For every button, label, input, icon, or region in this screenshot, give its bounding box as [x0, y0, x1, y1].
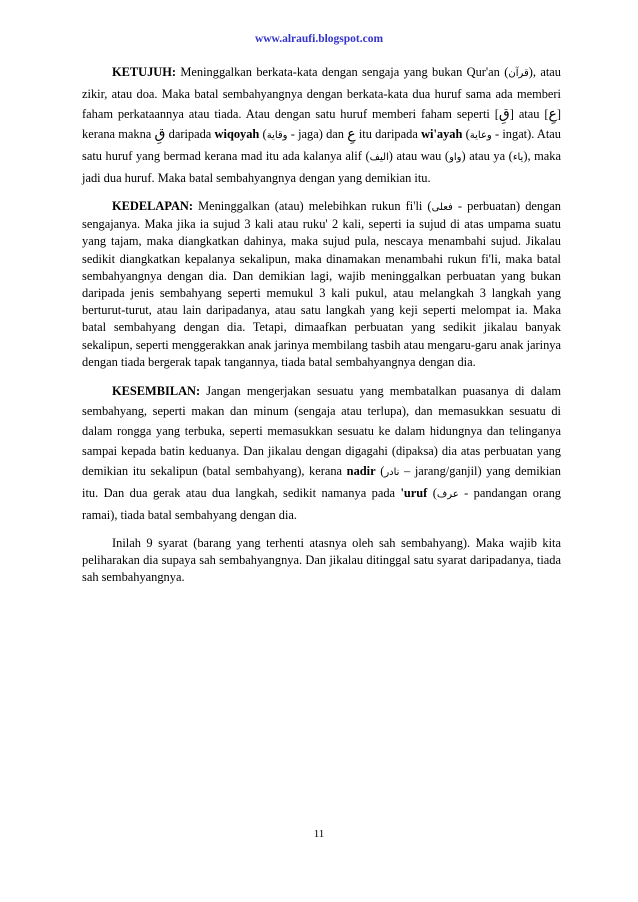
arabic-term: ياء — [512, 152, 524, 163]
page-header-url: www.alraufi.blogspot.com — [254, 33, 384, 45]
arabic-term: واو — [449, 152, 462, 163]
arabic-term: قرآن — [508, 68, 529, 79]
arabic-letter: عِ — [347, 126, 356, 142]
paragraph-kedelapan: KEDELAPAN: Meninggalkan (atau) melebihkan rukun fi'li (فعلى - perbuatan) dengan sengajanya. Maka jika ia sujud 3 kali atau ruku' 2 kali, seperti ia sujud di atas umpama suatu yang tajam, maka diangkatkan dahinya, maka sujud pula, nescaya menambahi sujud. Jikalau sedikit diangkatkan kepalanya sekalipun, maka dinamakan menambahi rukun fi'li, maka batal sembahyangnya dengan dia. Dan demikian lagi, wajib meninggalkan perbuatan yang bukan daripada jenis sembahyang seperti memukul 3 kali pukul, atau melangkah 3 langkah yang berturut-turut, atau lain daripadanya, atau satu langkah yang keji seperti melompat ia. Maka batal sembahyang dengan dia. Tetapi, dimaafkan perbuatan yang sedikit jikalau banyak sekalipun, seperti menggerakkan anak jarinya membilang tasbih atau mengaru-garu anak jarinya dengan tiada bergerak tapak tangannya, tiada batal sembahyangnya dengan dia. — [82, 199, 561, 369]
document-body — [82, 62, 561, 597]
arabic-term: اليف — [369, 152, 389, 163]
term-uruf: 'uruf — [400, 486, 428, 501]
arabic-letter: قِ — [498, 106, 510, 122]
term-wiqoyah: wiqoyah — [214, 127, 260, 141]
term-nadir: nadir — [346, 464, 376, 479]
paragraph-kesembilan: KESEMBILAN: Jangan mengerjakan sesuatu yang membatalkan puasanya di dalam sembahyang, seperti makan dan minum (sengaja atau terlupa), dan memasukkan sesuatu di dalam rongga yang terbuka, seperti memasukkan sesuatu ke dalam hidungnya dan telinganya sampai kepada batin keduanya. Dan jikalau dengan digagahi (dipaksa) dia atas perbuatan yang demikian itu sekalipun (batal sembahyang), kerana nadir (نادر – jarang/ganjil) yang demikian itu. Dan dua gerak atau dua langkah, sedikit namanya pada 'uruf (عرف - pandangan orang ramai), tiada batal sembahyang dengan dia. — [82, 384, 561, 523]
heading-kesembilan: KESEMBILAN: — [112, 384, 201, 399]
heading-kedelapan: KEDELAPAN: — [112, 199, 193, 213]
arabic-term: وعاية — [469, 130, 492, 141]
arabic-term: عرف — [436, 489, 459, 501]
arabic-term: نادر — [384, 467, 400, 479]
arabic-letter: عِ — [548, 106, 557, 122]
paragraph-conclusion: Inilah 9 syarat (barang yang terhenti atasnya oleh sah sembahyang). Maka wajib kita peliharakan dia supaya sah sembahyangnya. Dan jikalau ditinggal satu syarat daripadanya, tiada sah sembahyangnya. — [82, 536, 561, 585]
term-wiayah: wi'ayah — [421, 127, 463, 141]
arabic-letter: قِ — [154, 126, 166, 142]
arabic-term: وقاية — [266, 130, 288, 141]
heading-ketujuh: KETUJUH: — [112, 65, 177, 79]
page-number: 11 — [313, 828, 325, 840]
arabic-term: فعلى — [431, 202, 453, 213]
paragraph-ketujuh: KETUJUH: Meninggalkan berkata-kata dengan sengaja yang bukan Qur'an (قرآن), atau zikir, atau doa. Maka batal sembahyangnya dengan berkata-kata dua huruf sama ada memberi faham perkataannya atau tiada. Atau dengan satu huruf memberi faham seperti [قِ] atau [عِ] kerana makna قِ daripada wiqoyah (وقاية - jaga) dan عِ itu daripada wi'ayah (وعاية - ingat). Atau satu huruf yang bermad kerana mad itu ada kalanya alif (اليف) atau wau (واو) atau ya (ياء), maka jadi dua huruf. Maka batal sembahyangnya dengan yang demikian itu. — [82, 65, 561, 185]
